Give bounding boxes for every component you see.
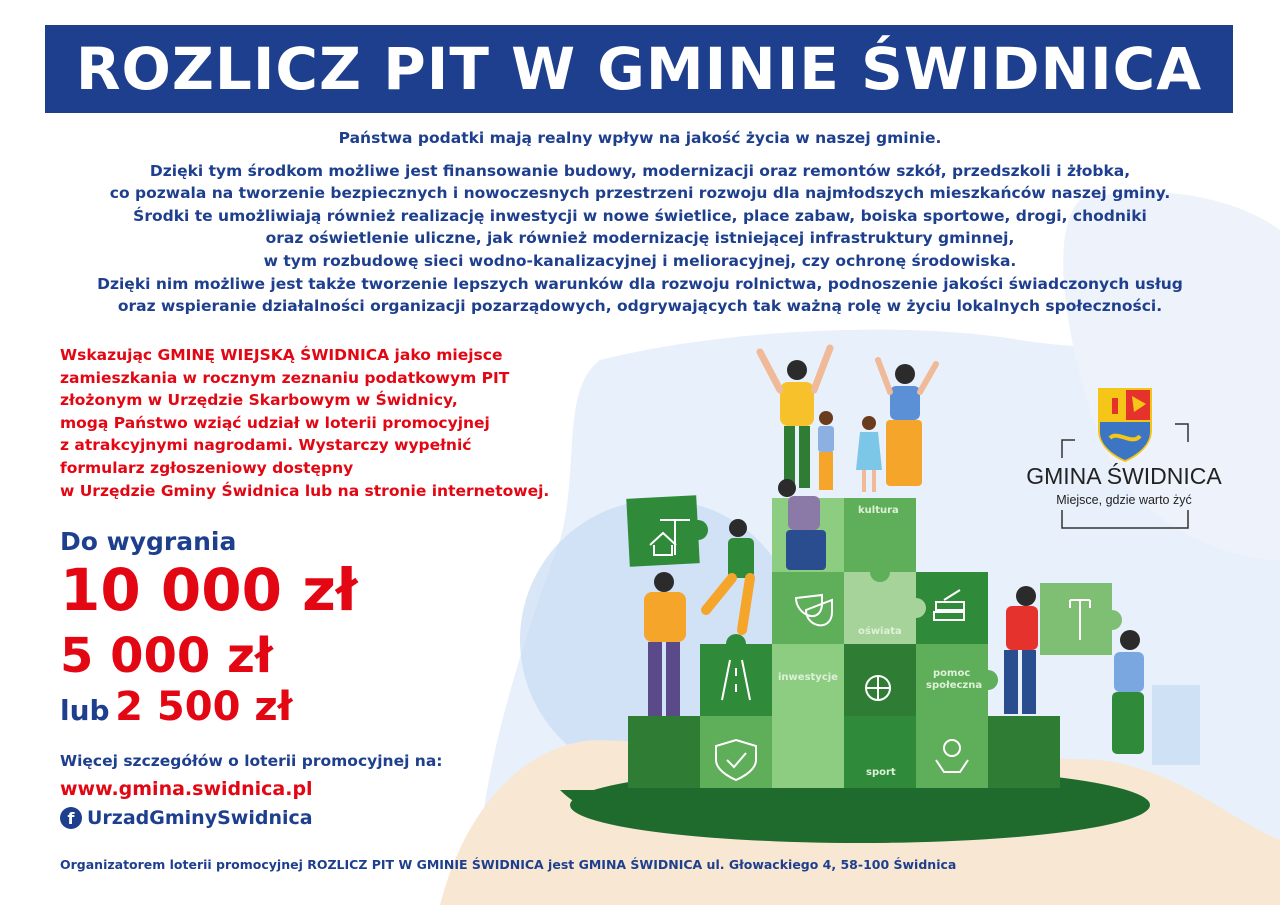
intro-line: Dzięki tym środkom możliwe jest finansowanie budowy, modernizacji oraz remontów szkół, przedszkoli i żłobka,	[149, 161, 1131, 180]
facebook-icon: f	[60, 807, 82, 829]
puzzle-knob	[798, 706, 818, 726]
intro-line: Środki te umożliwiają również realizację inwestycji w nowe świetlice, place zabaw, boiska sportowe, drogi, chodniki	[133, 206, 1147, 225]
puzzle-piece-row3-1	[772, 572, 844, 644]
label-oswiata: oświata	[858, 626, 902, 637]
puzzle-knob	[726, 634, 746, 654]
page-title: ROZLICZ PIT W GMINIE ŚWIDNICA	[75, 35, 1203, 103]
more-info-label: Więcej szczegółów o loterii promocyjnej na:	[60, 752, 443, 770]
prize-heading: Do wygrania	[60, 527, 237, 556]
puzzle-piece-bottom-5	[916, 716, 988, 788]
footer-organizer: Organizatorem loterii promocyjnej ROZLICZ PIT W GMINIE ŚWIDNICA jest GMINA ŚWIDNICA ul. Głowackiego 4, 58-100 Świdnica	[60, 857, 957, 872]
brand-tagline: Miejsce, gdzie warto żyć	[1056, 493, 1192, 507]
brand-block	[1005, 385, 1243, 533]
prize-amount-3-prefix: lub	[60, 694, 110, 727]
promo-line: w Urzędzie Gminy Świdnica lub na stronie internetowej.	[60, 481, 550, 500]
intro-line: w tym rozbudowę sieci wodno-kanalizacyjnej i melioracyjnej, czy ochronę środowiska.	[263, 251, 1017, 270]
facebook-link[interactable]	[60, 807, 313, 829]
header-banner	[45, 25, 1233, 113]
promo-line: formularz zgłoszeniowy dostępny	[60, 458, 354, 477]
puzzle-piece-bottom-2	[700, 716, 772, 788]
promo-line: zamieszkania w rocznym zeznaniu podatkowym PIT	[60, 368, 510, 387]
puzzle-piece-held-right	[1040, 583, 1112, 655]
label-pomoc: pomoc	[933, 668, 971, 679]
puzzle-piece-bottom-6	[988, 716, 1060, 788]
puzzle-piece-row2-3	[844, 644, 916, 716]
promo-text	[60, 344, 620, 502]
label-kultura: kultura	[858, 505, 899, 516]
label-inwestycje: inwestycje	[778, 672, 838, 683]
prize-amount-3-row	[60, 684, 292, 730]
prize-amount-3: 2 500 zł	[115, 684, 293, 730]
prize-amount-2: 5 000 zł	[60, 628, 273, 684]
puzzle-knob	[870, 562, 890, 582]
puzzle-piece-row2-1	[700, 644, 772, 716]
brand-name: GMINA ŚWIDNICA	[1026, 463, 1222, 489]
facebook-handle: UrzadGminySwidnica	[87, 807, 313, 829]
intro-line: oraz wspieranie działalności organizacji pozarządowych, odgrywających tak ważną rolę w życiu lokalnych społeczności.	[117, 297, 1163, 316]
intro-lead: Państwa podatki mają realny wpływ na jakość życia w naszej gminie.	[338, 129, 942, 147]
puzzle-piece-bottom-3	[772, 716, 844, 788]
puzzle-knob	[906, 598, 926, 618]
puzzle-piece-bottom-1	[628, 716, 700, 788]
website-link[interactable]: www.gmina.swidnica.pl	[60, 778, 313, 800]
promo-line: z atrakcyjnymi nagrodami. Wystarczy wypełnić	[60, 436, 472, 455]
intro-line: oraz oświetlenie uliczne, jak również modernizację istniejącej infrastruktury gminnej,	[265, 229, 1015, 248]
promo-line: złożonym w Urzędzie Skarbowym w Świdnicy,	[60, 391, 458, 410]
intro-line: Dzięki nim możliwe jest także tworzenie lepszych warunków dla rozwoju rolnictwa, podnoszenie jakości świadczonych usług	[97, 274, 1183, 293]
sports-ball-icon	[866, 676, 890, 700]
label-sport: sport	[866, 767, 896, 778]
prize-amount-1: 10 000 zł	[60, 556, 358, 624]
puzzle-knob	[1102, 610, 1122, 630]
label-spoleczna: społeczna	[926, 680, 983, 691]
puzzle-piece-blue	[1152, 685, 1200, 765]
puzzle-piece-row3-3	[916, 572, 988, 644]
intro-line: co pozwala na tworzenie bezpiecznych i nowoczesnych przestrzeni rozwoju dla najmłodszych mieszkańców naszej gminy.	[109, 184, 1171, 203]
promo-line: Wskazując GMINĘ WIEJSKĄ ŚWIDNICA jako miejsce	[60, 346, 503, 364]
puzzle-knob	[688, 520, 708, 540]
intro-text	[40, 127, 1240, 318]
promo-line: mogą Państwo wziąć udział w loterii promocyjnej	[60, 413, 490, 432]
